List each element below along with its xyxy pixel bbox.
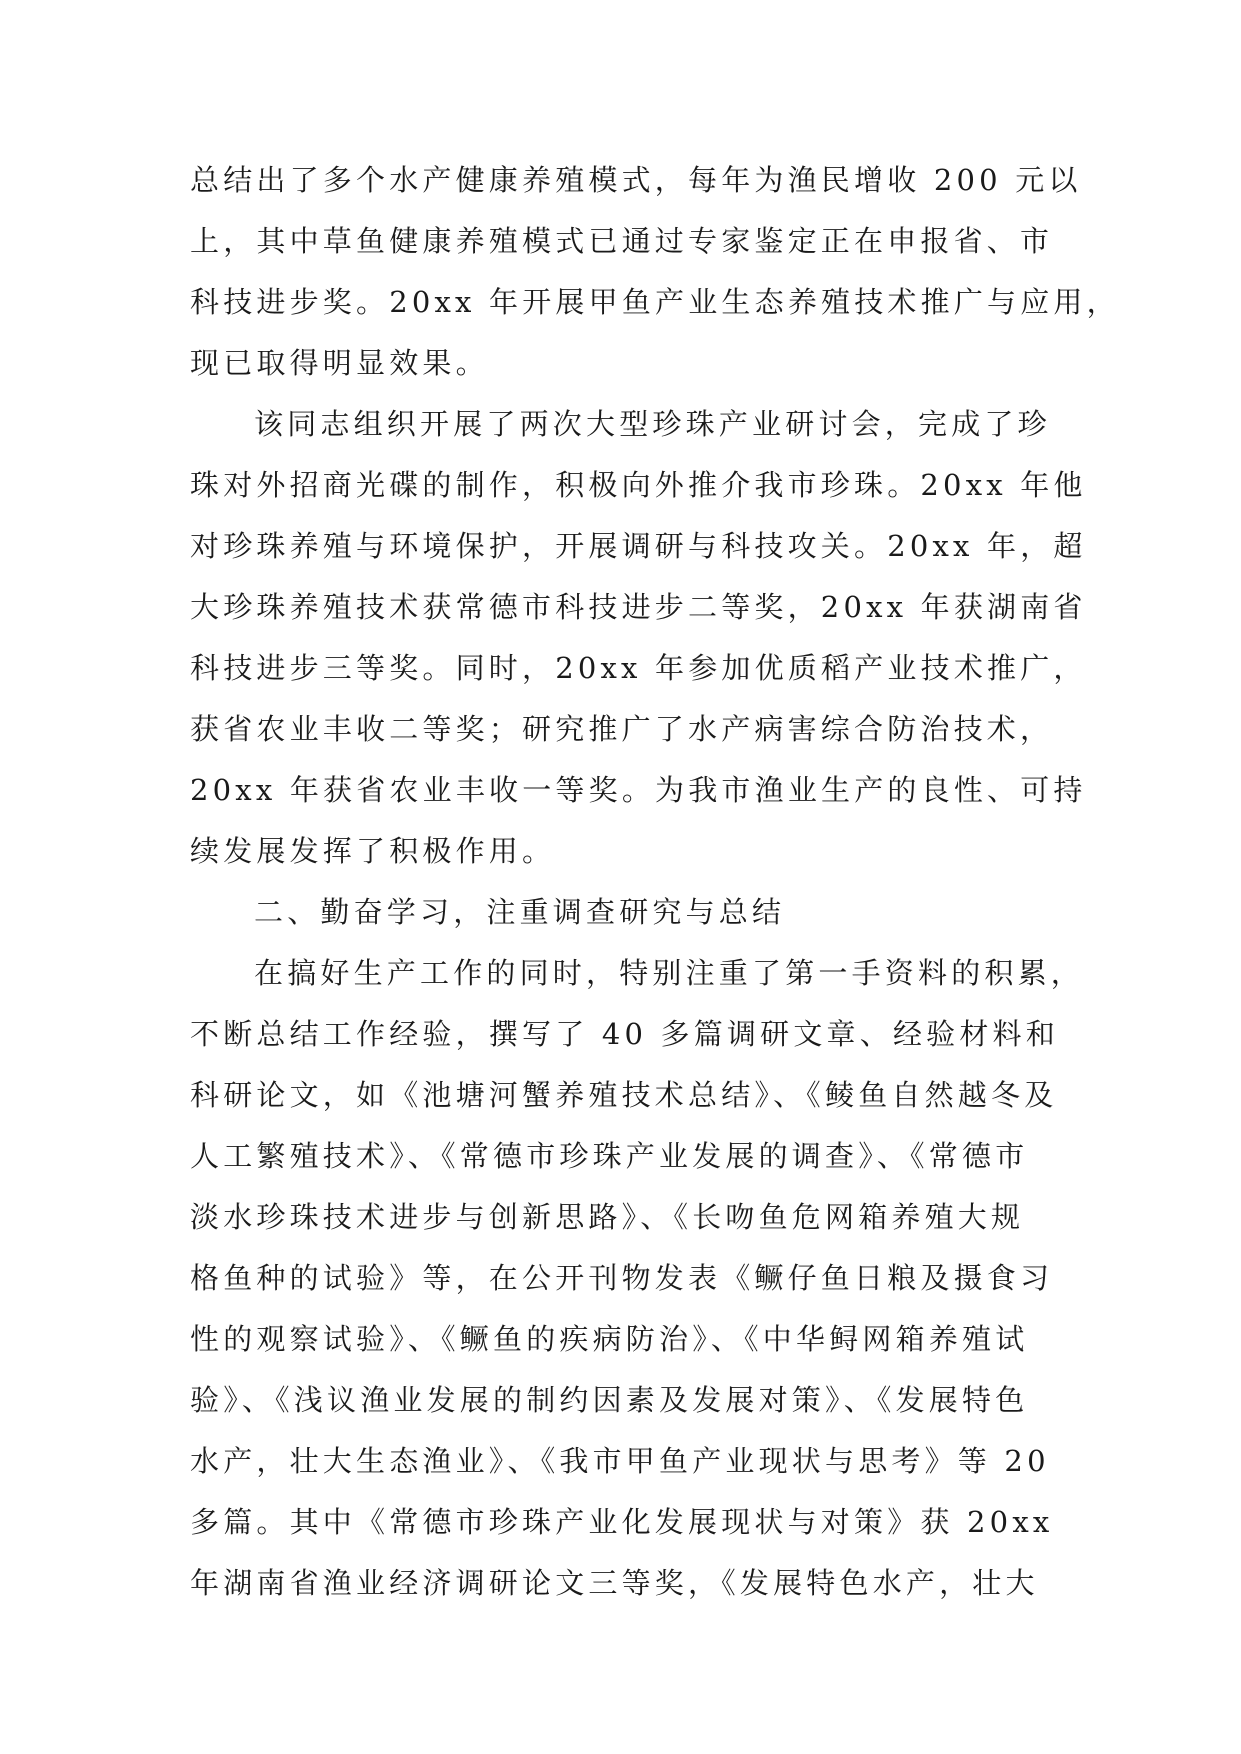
text-line: 珠对外招商光碟的制作，积极向外推介我市珍珠。20xx 年他 xyxy=(190,468,1087,502)
paragraph-start-line: 在搞好生产工作的同时，特别注重了第一手资料的积累， xyxy=(254,956,1085,990)
text-line: 验》、《浅议渔业发展的制约因素及发展对策》、《发展特色 xyxy=(190,1383,1029,1417)
text-line: 水产，壮大生态渔业》、《我市甲鱼产业现状与思考》等 20 xyxy=(190,1444,1050,1478)
text-line: 多篇。其中《常德市珍珠产业化发展现状与对策》获 20xx xyxy=(190,1505,1054,1539)
paragraph-start-line: 该同志组织开展了两次大型珍珠产业研讨会，完成了珍 xyxy=(254,407,1051,441)
text-line: 现已取得明显效果。 xyxy=(190,346,489,380)
text-line: 格鱼种的试验》等，在公开刊物发表《鳜仔鱼日粮及摄食习 xyxy=(190,1261,1054,1295)
text-line: 科研论文，如《池塘河蟹养殖技术总结》、《鲮鱼自然越冬及 xyxy=(190,1078,1058,1112)
text-line: 20xx 年获省农业丰收一等奖。为我市渔业生产的良性、可持 xyxy=(190,773,1087,807)
text-line: 性的观察试验》、《鳜鱼的疾病防治》、《中华鲟网箱养殖试 xyxy=(190,1322,1029,1356)
text-line: 续发展发挥了积极作用。 xyxy=(190,834,556,868)
document-body xyxy=(190,150,1120,1614)
text-line: 上，其中草鱼健康养殖模式已通过专家鉴定正在申报省、市 xyxy=(190,224,1054,258)
text-line: 年湖南省渔业经济调研论文三等奖，《发展特色水产，壮大 xyxy=(190,1566,1039,1600)
text-line: 总结出了多个水产健康养殖模式，每年为渔民增收 200 元以 xyxy=(190,163,1082,197)
section-heading: 二、勤奋学习，注重调查研究与总结 xyxy=(254,895,786,929)
text-line: 对珍珠养殖与环境保护，开展调研与科技攻关。20xx 年，超 xyxy=(190,529,1087,563)
text-line: 淡水珍珠技术进步与创新思路》、《长吻鱼危网箱养殖大规 xyxy=(190,1200,1025,1234)
text-line: 科技进步三等奖。同时，20xx 年参加优质稻产业技术推广， xyxy=(190,651,1087,685)
text-line: 不断总结工作经验，撰写了 40 多篇调研文章、经验材料和 xyxy=(190,1017,1059,1051)
text-line: 大珍珠养殖技术获常德市科技进步二等奖，20xx 年获湖南省 xyxy=(190,590,1087,624)
text-line: 人工繁殖技术》、《常德市珍珠产业发展的调查》、《常德市 xyxy=(190,1139,1029,1173)
text-line: 获省农业丰收二等奖；研究推广了水产病害综合防治技术， xyxy=(190,712,1054,746)
text-line: 科技进步奖。20xx 年开展甲鱼产业生态养殖技术推广与应用， xyxy=(190,285,1120,319)
